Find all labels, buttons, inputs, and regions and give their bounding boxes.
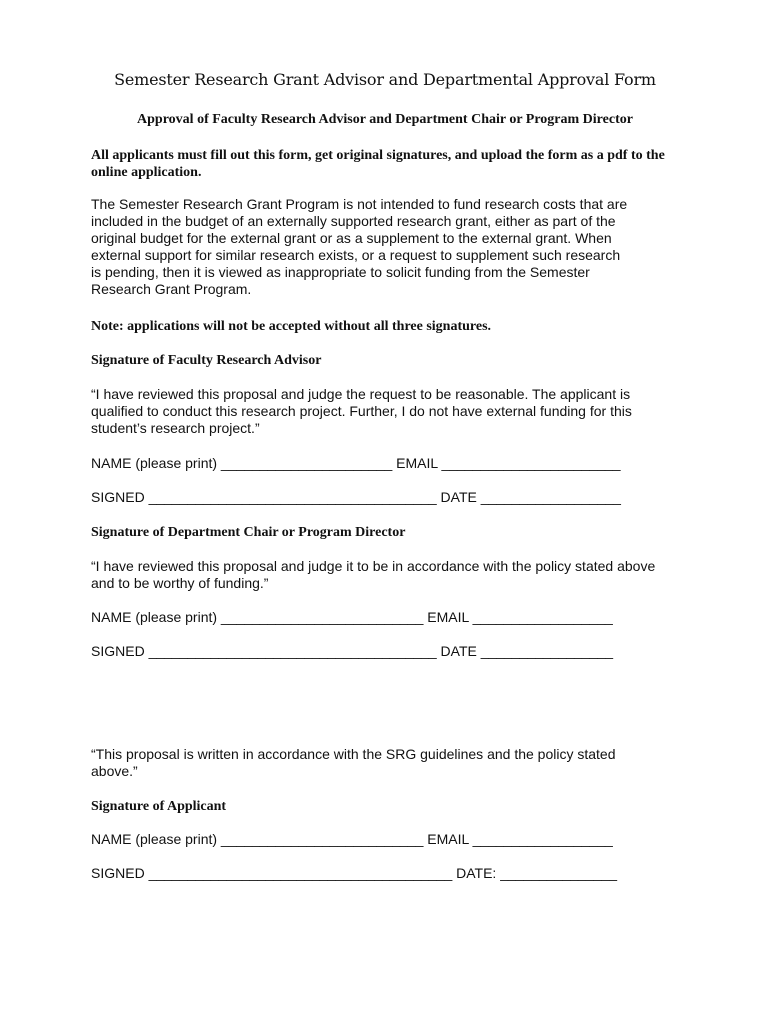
policy-line: original budget for the external grant or as a supplement to the external grant. When	[91, 230, 612, 246]
signature-note: Note: applications will not be accepted without all three signatures.	[91, 319, 492, 334]
statement-line: and to be worthy of funding.”	[91, 575, 269, 591]
form-title: Semester Research Grant Advisor and Departmental Approval Form	[114, 70, 656, 89]
chair-name-email-line[interactable]: NAME (please print) __________________________ EMAIL __________________	[91, 609, 613, 625]
statement-line: student’s research project.”	[91, 420, 260, 436]
advisor-statement	[91, 386, 691, 437]
statement-line: above.”	[91, 763, 138, 779]
policy-line: included in the budget of an externally supported research grant, either as part of the	[91, 213, 616, 229]
applicant-statement	[91, 746, 681, 780]
policy-line: Research Grant Program.	[91, 281, 252, 297]
chair-section-heading: Signature of Department Chair or Program Director	[91, 525, 406, 540]
statement-line: “This proposal is written in accordance with the SRG guidelines and the policy stated	[91, 746, 616, 762]
advisor-signed-date-line[interactable]: SIGNED _____________________________________ DATE __________________	[91, 489, 621, 505]
instructions-paragraph: All applicants must fill out this form, get original signatures, and upload the form as a pdf to the online application.	[91, 148, 665, 180]
applicant-name-email-line[interactable]: NAME (please print) __________________________ EMAIL __________________	[91, 831, 613, 847]
chair-signed-date-line[interactable]: SIGNED _____________________________________ DATE _________________	[91, 643, 614, 659]
policy-paragraph	[91, 196, 691, 298]
statement-line: “I have reviewed this proposal and judge the request to be reasonable. The applicant is	[91, 386, 631, 402]
policy-line: The Semester Research Grant Program is not intended to fund research costs that are	[91, 196, 628, 212]
chair-statement	[91, 558, 691, 592]
advisor-name-email-line[interactable]: NAME (please print) ______________________ EMAIL _______________________	[91, 455, 621, 471]
statement-line: qualified to conduct this research project. Further, I do not have external funding for this	[91, 403, 632, 419]
policy-line: external support for similar research exists, or a request to supplement such research	[91, 247, 621, 263]
statement-line: “I have reviewed this proposal and judge it to be in accordance with the policy stated above	[91, 558, 656, 574]
applicant-section-heading: Signature of Applicant	[91, 799, 227, 814]
applicant-signed-date-line[interactable]: SIGNED _______________________________________ DATE: _______________	[91, 865, 617, 881]
policy-line: is pending, then it is viewed as inappropriate to solicit funding from the Semester	[91, 264, 590, 280]
form-subtitle: Approval of Faculty Research Advisor and Department Chair or Program Director	[137, 112, 633, 127]
advisor-section-heading: Signature of Faculty Research Advisor	[91, 353, 322, 368]
